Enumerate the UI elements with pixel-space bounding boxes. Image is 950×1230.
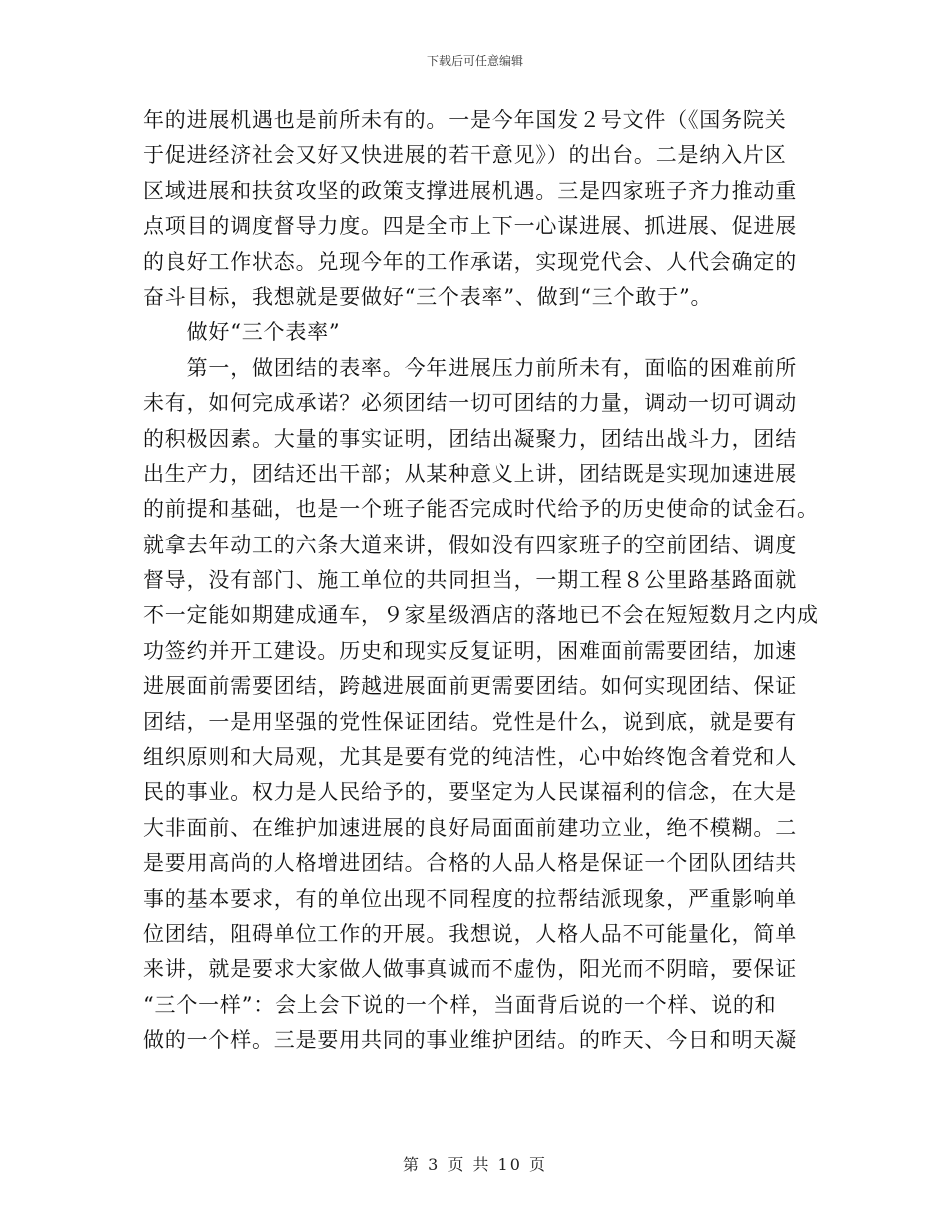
text-line: 出生产力，团结还出干部；从某种意义上讲，团结既是实现加速进展 xyxy=(143,461,797,486)
text-line: 督导，没有部门、施工单位的共同担当，一期工程８公里路基路面就 xyxy=(143,568,797,593)
text-line: 大非面前、在维护加速进展的良好局面面前建功立业，绝不模糊。二 xyxy=(143,815,797,840)
text-line: 民的事业。权力是人民给予的，要坚定为人民谋福利的信念，在大是 xyxy=(143,780,797,805)
text-line: 点项目的调度督导力度。四是全市上下一心谋进展、抓进展、促进展 xyxy=(143,214,797,239)
text-line: “三个一样”：会上会下说的一个样，当面背后说的一个样、说的和 xyxy=(143,992,777,1017)
text-line: 团结，一是用坚强的党性保证团结。党性是什么，说到底，就是要有 xyxy=(143,709,797,734)
text-line: 进展面前需要团结，跨越进展面前更需要团结。如何实现团结、保证 xyxy=(143,674,797,699)
text-line: 来讲，就是要求大家做人做事真诚而不虚伪，阳光而不阴暗，要保证 xyxy=(143,957,797,982)
text-line: 就拿去年动工的六条大道来讲，假如没有四家班子的空前团结、调度 xyxy=(143,532,797,557)
text-line: 不一定能如期建成通车，９家星级酒店的落地已不会在短短数月之内成 xyxy=(143,603,819,628)
text-line: 于促进经济社会又好又快进展的若干意见》）的出台。二是纳入片区 xyxy=(143,143,787,168)
page-header: 下载后可任意编辑 xyxy=(426,54,523,68)
text-line: 功签约并开工建设。历史和现实反复证明，困难面前需要团结，加速 xyxy=(143,638,797,663)
text-line: 奋斗目标，我想就是要做好“三个表率”、做到“三个敢于”。 xyxy=(143,284,713,309)
text-line: 第一，做团结的表率。今年进展压力前所未有，面临的困难前所 xyxy=(143,355,797,380)
text-line: 未有，如何完成承诺？必须团结一切可团结的力量，调动一切可调动 xyxy=(143,391,797,416)
text-line: 做的一个样。三是要用共同的事业维护团结。的昨天、今日和明天凝 xyxy=(143,1028,797,1053)
text-line: 位团结，阻碍单位工作的开展。我想说，人格人品不可能量化，简单 xyxy=(143,921,797,946)
text-line: 的积极因素。大量的事实证明，团结出凝聚力，团结出战斗力，团结 xyxy=(143,426,797,451)
text-line: 事的基本要求，有的单位出现不同程度的拉帮结派现象，严重影响单 xyxy=(143,886,797,911)
text-line: 区域进展和扶贫攻坚的政策支撑进展机遇。三是四家班子齐力推动重 xyxy=(143,178,797,203)
text-line: 组织原则和大局观，尤其是要有党的纯洁性，心中始终饱含着党和人 xyxy=(143,745,797,770)
text-line: 年的进展机遇也是前所未有的。一是今年国发２号文件（《国务院关 xyxy=(143,108,787,132)
page-number-footer: 第 3 页 共 10 页 xyxy=(403,1155,547,1174)
text-line: 是要用高尚的人格增进团结。合格的人品人格是保证一个团队团结共 xyxy=(143,851,797,876)
text-line: 的良好工作状态。兑现今年的工作承诺，实现党代会、人代会确定的 xyxy=(143,249,797,274)
section-heading: 做好“三个表率” xyxy=(143,320,341,345)
document-body xyxy=(143,103,819,1059)
text-line: 的前提和基础，也是一个班子能否完成时代给予的历史使命的试金石。 xyxy=(143,497,819,522)
